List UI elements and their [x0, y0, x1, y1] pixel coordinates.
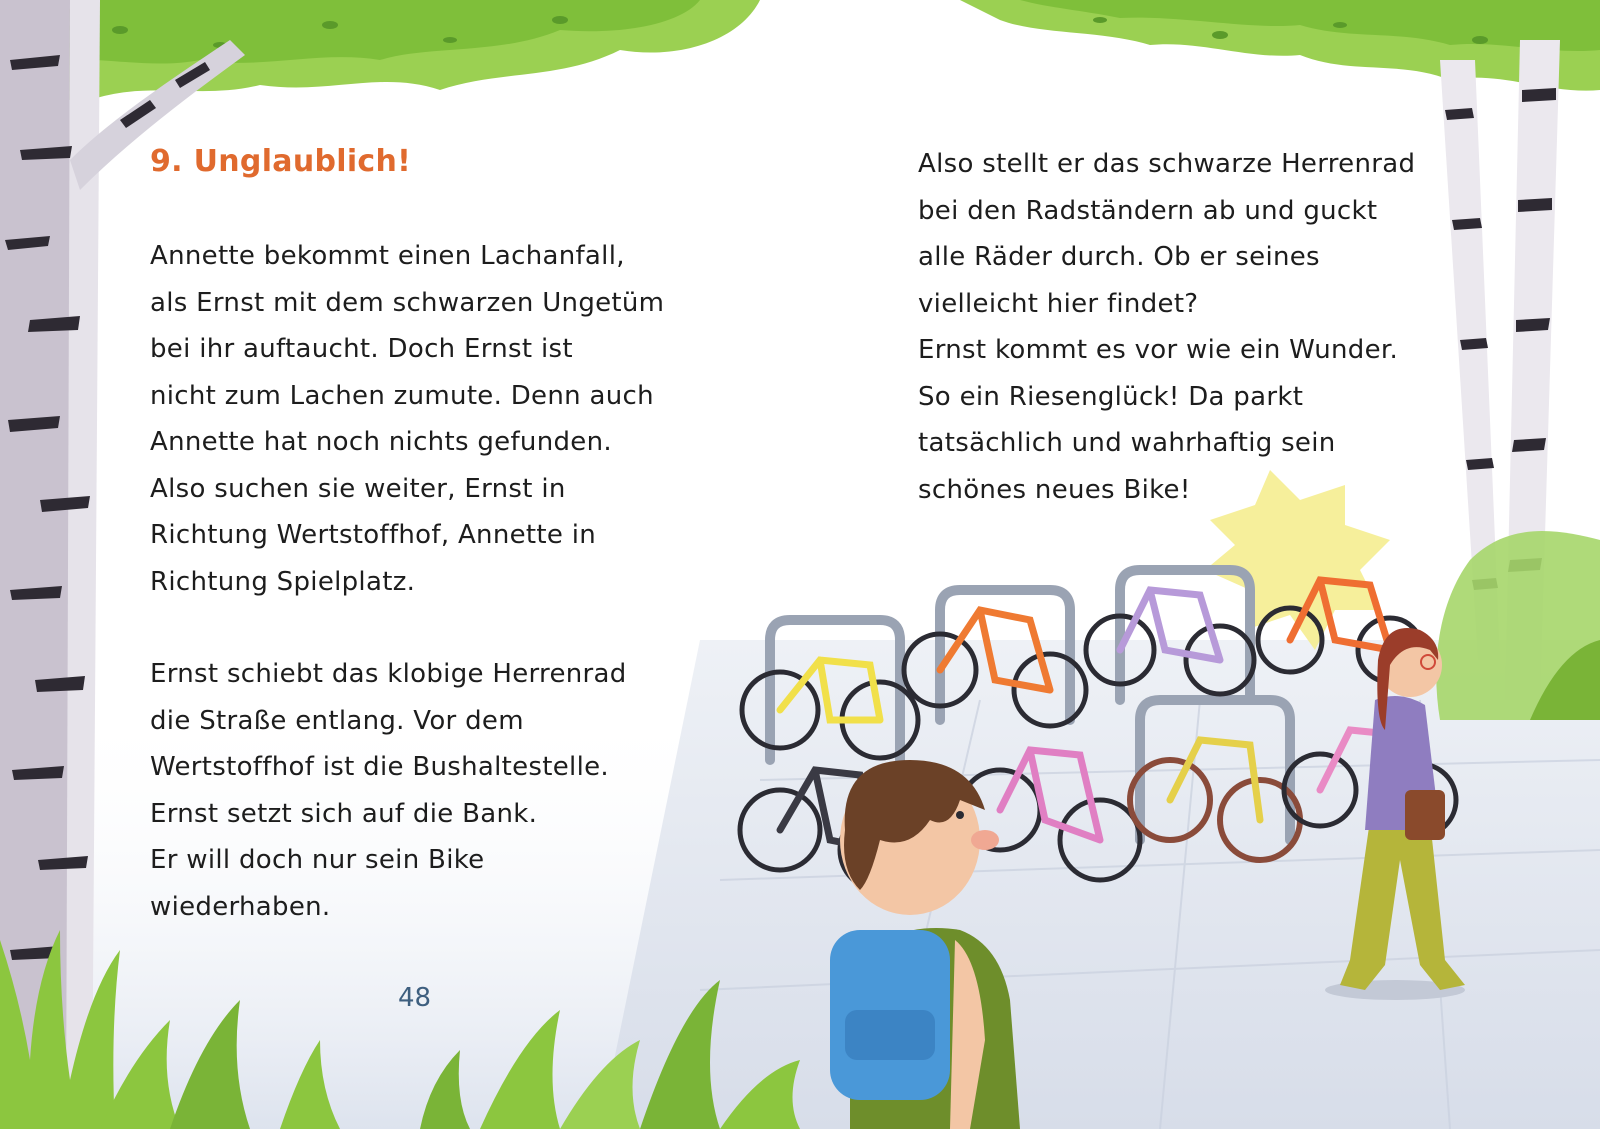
paragraph-gap — [150, 605, 664, 651]
text-line: die Straße entlang. Vor dem — [150, 705, 524, 736]
text-line: Er will doch nur sein Bike — [150, 845, 485, 875]
text-line: vielleicht hier findet? — [918, 288, 1199, 319]
text-line: Wertstoffhof ist die Bushaltestelle. — [150, 752, 609, 782]
text-line: Annette bekommt einen Lachanfall, — [150, 241, 625, 271]
text-line: nicht zum Lachen zumute. Denn auch — [150, 380, 654, 411]
text-line: Also stellt er das schwarze Herrenrad — [918, 149, 1416, 179]
text-line: So ein Riesenglück! Da parkt — [918, 381, 1304, 412]
left-page-text — [150, 233, 664, 930]
text-line: als Ernst mit dem schwarzen Ungetüm — [150, 287, 665, 318]
text-line: bei den Radständern ab und guckt — [918, 195, 1378, 226]
text-line: Ernst schiebt das klobige Herrenrad — [150, 659, 627, 689]
chapter-title: 9. Unglaublich! — [150, 144, 412, 179]
text-line: Ernst kommt es vor wie ein Wunder. — [918, 335, 1399, 365]
text-line: Annette hat noch nichts gefunden. — [150, 427, 612, 457]
text-line: Ernst setzt sich auf die Bank. — [150, 798, 538, 829]
text-line: tatsächlich und wahrhaftig sein — [918, 428, 1336, 458]
text-line: Richtung Wertstoffhof, Annette in — [150, 520, 597, 550]
text-line: schönes neues Bike! — [918, 474, 1191, 505]
text-line: wiederhaben. — [150, 891, 331, 922]
text-line: Richtung Spielplatz. — [150, 566, 416, 597]
text-line: Also suchen sie weiter, Ernst in — [150, 473, 566, 504]
text-line: alle Räder durch. Ob er seines — [918, 242, 1320, 272]
right-page-text — [918, 141, 1415, 513]
page-number: 48 — [398, 983, 432, 1013]
text-line: bei ihr auftaucht. Doch Ernst ist — [150, 334, 573, 364]
